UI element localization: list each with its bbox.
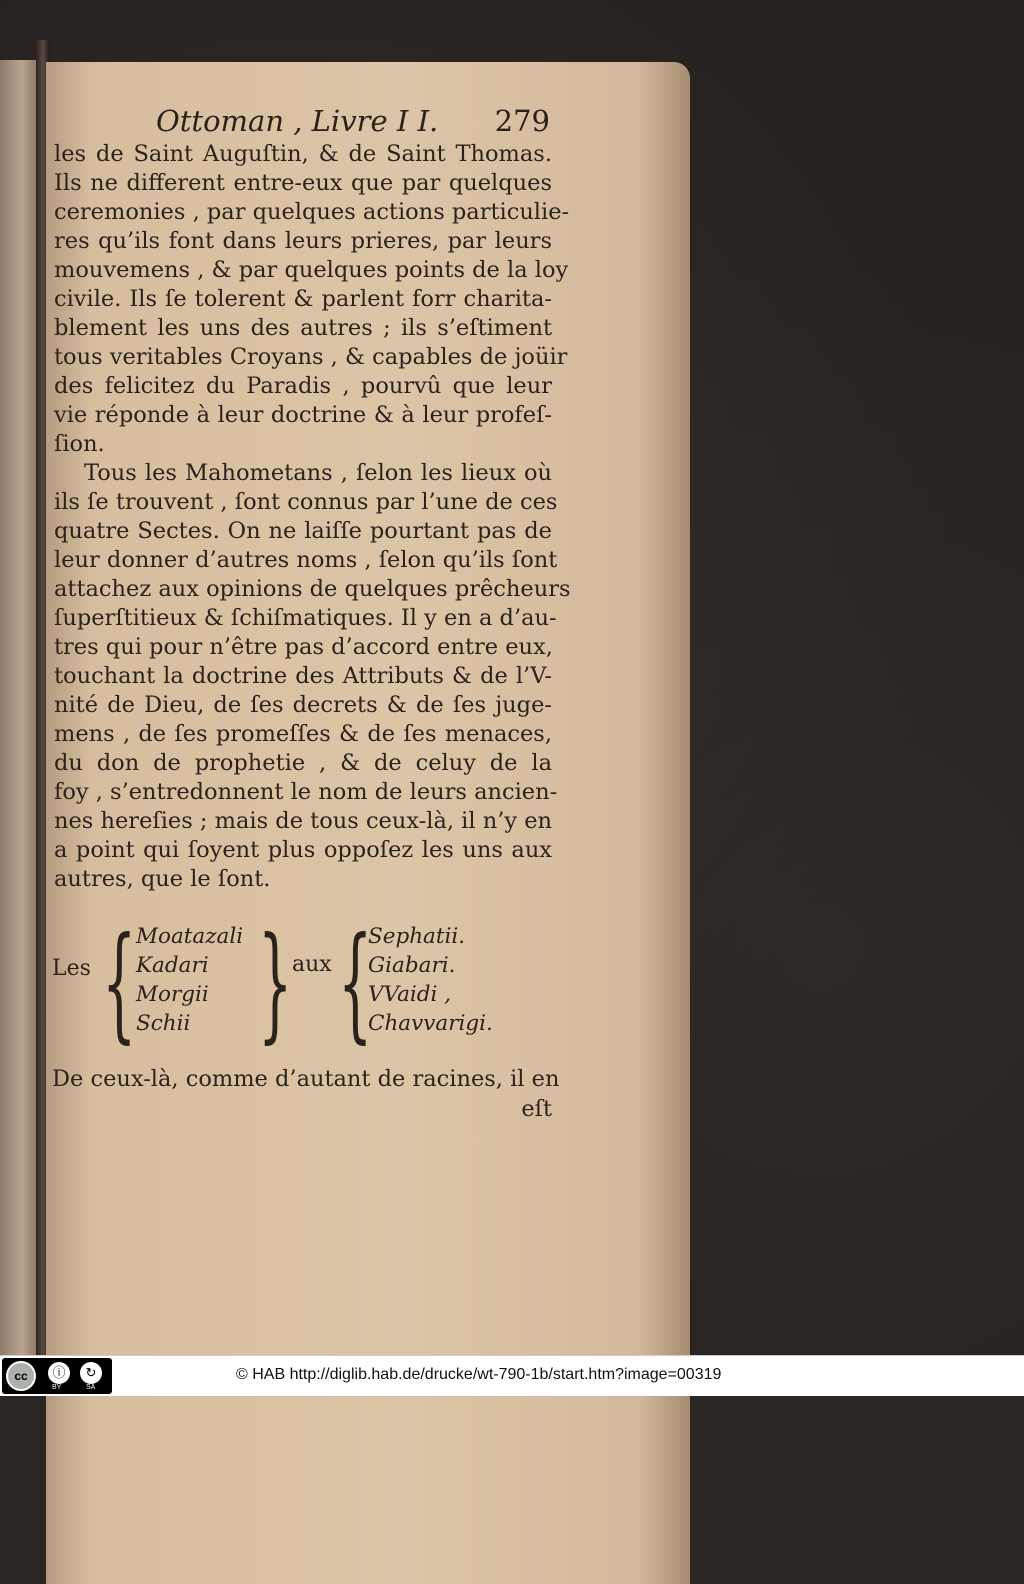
text-line: ſuperſtitieux & ſchiſmatiques. Il y en a d’au- (54, 605, 557, 631)
text-line: res qu’ils font dans leurs prieres, par leurs (54, 228, 552, 254)
text-line: ceremonies , par quelques actions particulie- (54, 199, 570, 225)
share-alike-icon: ↻ (80, 1362, 102, 1384)
text-line: autres, que le ſont. (54, 866, 271, 892)
sects-table (50, 911, 550, 1056)
text-line: mens , de ſes promeſſes & de ſes menaces, (54, 721, 552, 747)
text-line: a point qui ſoyent plus oppoſez les uns aux (54, 837, 552, 863)
text-line: touchant la doctrine des Attributs & de l’V- (54, 663, 552, 689)
sects-les-label: Les (52, 956, 91, 981)
sect-name: Kadari (136, 953, 209, 978)
right-brace-icon: { (338, 911, 373, 1056)
text-line: nité de Dieu, de ſes decrets & de ſes juge- (54, 692, 552, 718)
text-line: du don de prophetie , & de celuy de la (54, 750, 552, 776)
text-line: les de Saint Auguſtin, & de Saint Thomas. (54, 141, 552, 167)
left-brace-icon: { (102, 911, 137, 1056)
closing-brace-icon: } (258, 911, 293, 1056)
text-line: nes hereſies ; mais de tous ceux-là, il n’y en (54, 808, 553, 834)
sects-left-list (136, 922, 243, 1038)
by-label: BY (52, 1384, 62, 1391)
source-credit-link[interactable]: © HAB http://diglib.hab.de/drucke/wt-790-1b/start.htm?image=00319 (236, 1366, 722, 1383)
catchword: eſt (521, 1096, 552, 1122)
sect-name: Moatazali (136, 924, 244, 949)
text-line: civile. Ils ſe tolerent & parlent forr charita- (54, 286, 552, 312)
closing-text (52, 1064, 560, 1124)
closing-line: De ceux-là, comme d’autant de racines, il en (52, 1066, 560, 1092)
text-line: leur donner d’autres noms , ſelon qu’ils ſont (54, 547, 558, 573)
text-line: vie réponde à leur doctrine & à leur profeſ- (54, 402, 552, 428)
text-line: mouvemens , & par quelques points de la loy (54, 257, 569, 283)
text-line: Ils ne different entre-eux que par quelques (54, 170, 552, 196)
cc-icon: cc (6, 1361, 36, 1391)
text-line: tres qui pour n’être pas d’accord entre eux, (54, 634, 553, 660)
sect-name: Morgii (136, 982, 209, 1007)
sects-aux-label: aux (292, 952, 332, 977)
sect-name: VVaidi , (368, 982, 452, 1007)
sect-name: Giabari. (368, 953, 456, 978)
sect-name: Chavvarigi. (368, 1011, 493, 1036)
page-body (54, 140, 571, 894)
sect-name: Sephatii. (368, 924, 466, 949)
text-line: des felicitez du Paradis , pourvû que leur (54, 373, 552, 399)
sect-name: Schii (136, 1011, 191, 1036)
text-line: quatre Sectes. On ne laiſſe pourtant pas de (54, 518, 552, 544)
text-line: foy , s’entredonnent le nom de leurs ancien- (54, 779, 558, 805)
text-line: blement les uns des autres ; ils s’eſtiment (54, 315, 552, 341)
running-header (110, 100, 550, 144)
text-line: tous veritables Croyans , & capables de joüir (54, 344, 568, 370)
attribution-icon: ⓘ (48, 1362, 70, 1384)
page-number: 279 (494, 104, 550, 138)
text-line: attachez aux opinions de quelques prêcheurs (54, 576, 571, 602)
text-line: Tous les Mahometans , ſelon les lieux où (84, 460, 552, 486)
text-line: ils ſe trouvent , ſont connus par l’une de ces (54, 489, 558, 515)
sects-right-list (368, 922, 493, 1038)
text-line: ſion. (54, 431, 105, 457)
sa-label: SA (86, 1384, 96, 1391)
footer-bar (0, 1355, 1024, 1396)
cc-license-badge[interactable] (2, 1358, 112, 1394)
running-title: Ottoman , Livre I I. (156, 104, 439, 138)
